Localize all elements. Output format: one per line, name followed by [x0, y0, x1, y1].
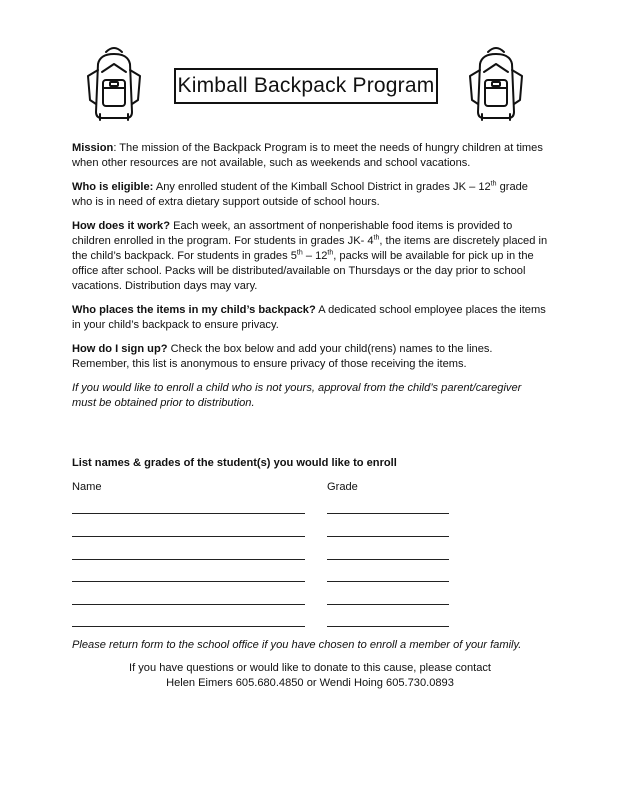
signup-paragraph: [72, 342, 548, 372]
name-line[interactable]: [72, 513, 305, 514]
name-line[interactable]: [72, 559, 305, 560]
who-places-paragraph: [72, 303, 548, 333]
how-text-2: , the items are discretely placed in the child’s backpack. For students in grades 5: [72, 235, 548, 262]
ordinal-suffix: th: [327, 249, 334, 257]
ordinal-suffix: th: [373, 234, 380, 242]
who-places-text: A dedicated school employee places the items in your child’s backpack to ensure privacy.: [72, 304, 546, 331]
enroll-note: If you would like to enroll a child who is not yours, approval from the child’s parent/caregiver must be obtained prior to distribution.: [72, 382, 522, 409]
backpack-icon: [84, 42, 144, 122]
how-it-works-label: How does it work?: [72, 220, 171, 232]
who-places-label: Who places the items in my child’s backpack?: [72, 304, 316, 316]
grade-line[interactable]: [327, 626, 449, 627]
grade-line[interactable]: [327, 513, 449, 514]
grade-line[interactable]: [327, 604, 449, 605]
signup-label: How do I sign up?: [72, 343, 168, 355]
grade-line[interactable]: [327, 581, 449, 582]
grade-line[interactable]: [327, 536, 449, 537]
grade-column-label: Grade: [327, 481, 358, 493]
list-heading: List names & grades of the student(s) you would like to enroll: [72, 457, 397, 469]
name-line[interactable]: [72, 626, 305, 627]
how-text-1: Each week, an assortment of nonperishable food items is provided to children enrolled in the program. For students in grades JK- 4: [72, 220, 513, 247]
name-line[interactable]: [72, 581, 305, 582]
eligibility-text: Any enrolled student of the Kimball School District in grades JK – 12: [153, 181, 491, 193]
name-column-label: Name: [72, 481, 102, 493]
contact-line-2: Helen Eimers 605.680.4850 or Wendi Hoing 605.730.0893: [166, 677, 454, 689]
mission-text: : The mission of the Backpack Program is to meet the needs of hungry children at times when other resources are not available, such as weekends and school vacations.: [72, 142, 543, 169]
how-it-works-paragraph: [72, 219, 548, 294]
program-description: [72, 141, 548, 420]
mission-paragraph: [72, 141, 548, 171]
name-line[interactable]: [72, 604, 305, 605]
eligibility-paragraph: [72, 180, 548, 210]
contact-info: [72, 661, 548, 691]
signup-text: Check the box below and add your child(rens) names to the lines. Remember, this list is anonymous to ensure privacy of those receiving the items.: [72, 343, 493, 370]
ordinal-suffix: th: [296, 249, 303, 257]
contact-line-1: If you have questions or would like to donate to this cause, please contact: [128, 662, 491, 674]
ordinal-suffix: th: [490, 180, 497, 188]
mission-label: Mission: [72, 142, 114, 154]
eligibility-text-end: grade who is in need of extra dietary support outside of school hours.: [72, 181, 528, 208]
grade-line[interactable]: [327, 559, 449, 560]
how-text-3: – 12: [302, 250, 328, 262]
how-text-4: , packs will be available for pick up in the office after school. Packs will be distributed/available on Thursdays or the day prior to school vacations. Distribution days may vary.: [72, 250, 534, 292]
page-title: Kimball Backpack Program: [174, 68, 438, 104]
backpack-icon: [466, 42, 526, 122]
eligibility-label: Who is eligible:: [72, 181, 154, 193]
return-note: Please return form to the school office if you have chosen to enroll a member of your family.: [72, 639, 522, 651]
name-line[interactable]: [72, 536, 305, 537]
